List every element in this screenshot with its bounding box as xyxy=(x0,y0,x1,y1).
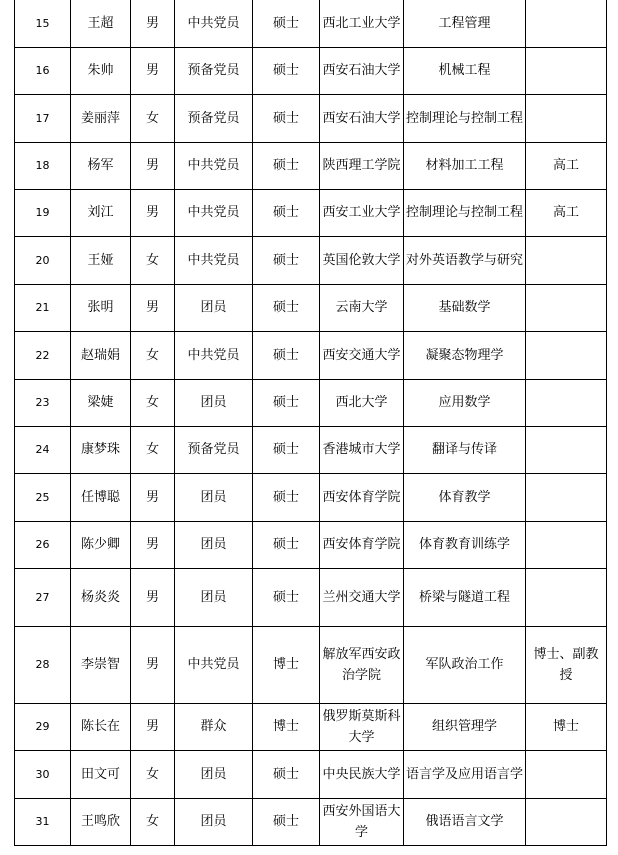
title-cell xyxy=(526,426,607,473)
table-row xyxy=(15,521,607,568)
school-cell: 云南大学 xyxy=(320,284,404,331)
table-row xyxy=(15,0,607,47)
political-status-cell: 中共党员 xyxy=(175,236,253,284)
row-number: 29 xyxy=(15,703,71,750)
row-number: 26 xyxy=(15,521,71,568)
row-number: 25 xyxy=(15,473,71,521)
school-cell: 英国伦敦大学 xyxy=(320,236,404,284)
title-cell xyxy=(526,798,607,845)
title-cell: 高工 xyxy=(526,189,607,236)
gender-cell: 男 xyxy=(131,284,175,331)
table-row xyxy=(15,142,607,189)
name-cell: 康梦珠 xyxy=(71,426,131,473)
title-cell xyxy=(526,331,607,379)
row-number: 24 xyxy=(15,426,71,473)
school-cell: 西安体育学院 xyxy=(320,473,404,521)
name-cell: 杨军 xyxy=(71,142,131,189)
table-row xyxy=(15,626,607,703)
name-cell: 刘江 xyxy=(71,189,131,236)
gender-cell: 女 xyxy=(131,750,175,798)
row-number: 20 xyxy=(15,236,71,284)
row-number: 16 xyxy=(15,47,71,94)
political-status-cell: 预备党员 xyxy=(175,47,253,94)
title-cell xyxy=(526,0,607,47)
major-cell: 应用数学 xyxy=(404,379,526,426)
name-cell: 王娅 xyxy=(71,236,131,284)
name-cell: 赵瑞娟 xyxy=(71,331,131,379)
row-number: 28 xyxy=(15,626,71,703)
degree-cell: 博士 xyxy=(253,703,320,750)
degree-cell: 硕士 xyxy=(253,0,320,47)
title-cell xyxy=(526,521,607,568)
degree-cell: 硕士 xyxy=(253,142,320,189)
title-cell xyxy=(526,473,607,521)
school-cell: 西安工业大学 xyxy=(320,189,404,236)
row-number: 30 xyxy=(15,750,71,798)
gender-cell: 男 xyxy=(131,626,175,703)
major-cell: 组织管理学 xyxy=(404,703,526,750)
major-cell: 机械工程 xyxy=(404,47,526,94)
row-number: 22 xyxy=(15,331,71,379)
political-status-cell: 团员 xyxy=(175,473,253,521)
title-cell: 博士 xyxy=(526,703,607,750)
gender-cell: 男 xyxy=(131,473,175,521)
degree-cell: 硕士 xyxy=(253,798,320,845)
table-row xyxy=(15,750,607,798)
degree-cell: 硕士 xyxy=(253,94,320,142)
row-number: 19 xyxy=(15,189,71,236)
political-status-cell: 中共党员 xyxy=(175,626,253,703)
major-cell: 桥梁与隧道工程 xyxy=(404,568,526,626)
table-row xyxy=(15,47,607,94)
table-row xyxy=(15,703,607,750)
degree-cell: 硕士 xyxy=(253,426,320,473)
political-status-cell: 团员 xyxy=(175,379,253,426)
name-cell: 任博聪 xyxy=(71,473,131,521)
degree-cell: 硕士 xyxy=(253,236,320,284)
major-cell: 翻译与传译 xyxy=(404,426,526,473)
degree-cell: 硕士 xyxy=(253,331,320,379)
title-cell xyxy=(526,94,607,142)
major-cell: 控制理论与控制工程 xyxy=(404,94,526,142)
degree-cell: 硕士 xyxy=(253,473,320,521)
school-cell: 西北大学 xyxy=(320,379,404,426)
gender-cell: 女 xyxy=(131,94,175,142)
gender-cell: 男 xyxy=(131,0,175,47)
degree-cell: 博士 xyxy=(253,626,320,703)
gender-cell: 女 xyxy=(131,379,175,426)
gender-cell: 男 xyxy=(131,703,175,750)
table-row xyxy=(15,236,607,284)
political-status-cell: 中共党员 xyxy=(175,142,253,189)
degree-cell: 硕士 xyxy=(253,284,320,331)
title-cell xyxy=(526,236,607,284)
major-cell: 凝聚态物理学 xyxy=(404,331,526,379)
name-cell: 李崇智 xyxy=(71,626,131,703)
political-status-cell: 中共党员 xyxy=(175,331,253,379)
row-number: 23 xyxy=(15,379,71,426)
name-cell: 田文可 xyxy=(71,750,131,798)
political-status-cell: 群众 xyxy=(175,703,253,750)
degree-cell: 硕士 xyxy=(253,568,320,626)
gender-cell: 男 xyxy=(131,568,175,626)
table-row xyxy=(15,473,607,521)
major-cell: 工程管理 xyxy=(404,0,526,47)
political-status-cell: 中共党员 xyxy=(175,0,253,47)
political-status-cell: 中共党员 xyxy=(175,189,253,236)
school-cell: 西北工业大学 xyxy=(320,0,404,47)
school-cell: 西安石油大学 xyxy=(320,94,404,142)
row-number: 21 xyxy=(15,284,71,331)
title-cell xyxy=(526,284,607,331)
roster-body xyxy=(15,0,607,845)
name-cell: 陈长在 xyxy=(71,703,131,750)
gender-cell: 男 xyxy=(131,142,175,189)
gender-cell: 女 xyxy=(131,798,175,845)
political-status-cell: 团员 xyxy=(175,750,253,798)
row-number: 27 xyxy=(15,568,71,626)
degree-cell: 硕士 xyxy=(253,379,320,426)
political-status-cell: 预备党员 xyxy=(175,426,253,473)
degree-cell: 硕士 xyxy=(253,750,320,798)
name-cell: 陈少卿 xyxy=(71,521,131,568)
table-row xyxy=(15,426,607,473)
name-cell: 张明 xyxy=(71,284,131,331)
school-cell: 西安外国语大学 xyxy=(320,798,404,845)
row-number: 31 xyxy=(15,798,71,845)
name-cell: 王鸣欣 xyxy=(71,798,131,845)
political-status-cell: 团员 xyxy=(175,521,253,568)
row-number: 15 xyxy=(15,0,71,47)
school-cell: 香港城市大学 xyxy=(320,426,404,473)
staff-roster-table xyxy=(14,0,607,846)
major-cell: 语言学及应用语言学 xyxy=(404,750,526,798)
title-cell: 高工 xyxy=(526,142,607,189)
row-number: 18 xyxy=(15,142,71,189)
table-row xyxy=(15,189,607,236)
political-status-cell: 团员 xyxy=(175,798,253,845)
gender-cell: 女 xyxy=(131,426,175,473)
name-cell: 王超 xyxy=(71,0,131,47)
table-row xyxy=(15,331,607,379)
political-status-cell: 团员 xyxy=(175,568,253,626)
political-status-cell: 团员 xyxy=(175,284,253,331)
name-cell: 朱帅 xyxy=(71,47,131,94)
major-cell: 体育教学 xyxy=(404,473,526,521)
school-cell: 西安石油大学 xyxy=(320,47,404,94)
gender-cell: 女 xyxy=(131,331,175,379)
school-cell: 西安体育学院 xyxy=(320,521,404,568)
table-row xyxy=(15,379,607,426)
table-row xyxy=(15,284,607,331)
school-cell: 俄罗斯莫斯科大学 xyxy=(320,703,404,750)
table-row xyxy=(15,94,607,142)
major-cell: 材料加工工程 xyxy=(404,142,526,189)
school-cell: 中央民族大学 xyxy=(320,750,404,798)
gender-cell: 男 xyxy=(131,521,175,568)
title-cell xyxy=(526,568,607,626)
gender-cell: 男 xyxy=(131,189,175,236)
degree-cell: 硕士 xyxy=(253,189,320,236)
political-status-cell: 预备党员 xyxy=(175,94,253,142)
major-cell: 体育教育训练学 xyxy=(404,521,526,568)
school-cell: 兰州交通大学 xyxy=(320,568,404,626)
major-cell: 俄语语言文学 xyxy=(404,798,526,845)
major-cell: 基础数学 xyxy=(404,284,526,331)
major-cell: 军队政治工作 xyxy=(404,626,526,703)
major-cell: 控制理论与控制工程 xyxy=(404,189,526,236)
title-cell xyxy=(526,47,607,94)
table-row xyxy=(15,568,607,626)
name-cell: 杨炎炎 xyxy=(71,568,131,626)
table-row xyxy=(15,798,607,845)
degree-cell: 硕士 xyxy=(253,47,320,94)
school-cell: 解放军西安政治学院 xyxy=(320,626,404,703)
gender-cell: 女 xyxy=(131,236,175,284)
degree-cell: 硕士 xyxy=(253,521,320,568)
name-cell: 姜丽萍 xyxy=(71,94,131,142)
row-number: 17 xyxy=(15,94,71,142)
school-cell: 陕西理工学院 xyxy=(320,142,404,189)
gender-cell: 男 xyxy=(131,47,175,94)
title-cell xyxy=(526,750,607,798)
title-cell xyxy=(526,379,607,426)
school-cell: 西安交通大学 xyxy=(320,331,404,379)
major-cell: 对外英语教学与研究 xyxy=(404,236,526,284)
name-cell: 梁婕 xyxy=(71,379,131,426)
title-cell: 博士、副教授 xyxy=(526,626,607,703)
